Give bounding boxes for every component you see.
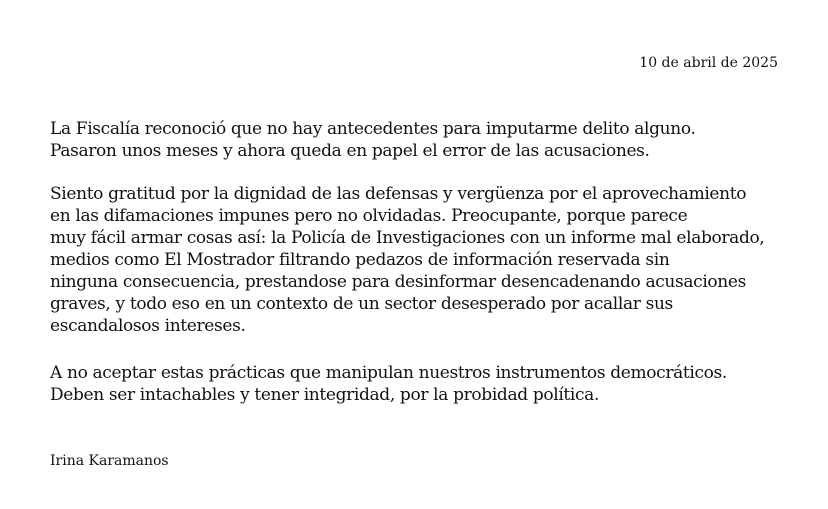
text-line: en las difamaciones impunes pero no olvidadas. Preocupante, porque parece <box>50 206 688 226</box>
text-line: Siento gratitud por la dignidad de las defensas y vergüenza por el aprovechamiento <box>50 184 747 204</box>
text-line: Deben ser intachables y tener integridad, por la probidad política. <box>50 385 599 405</box>
text-line: La Fiscalía reconoció que no hay antecedentes para imputarme delito alguno. <box>50 119 696 139</box>
text-line: graves, y todo eso en un contexto de un sector desesperado por acallar sus <box>50 294 673 314</box>
text-line: medios como El Mostrador filtrando pedazos de información reservada sin <box>50 250 670 270</box>
paragraph-gratitud <box>50 183 764 337</box>
paragraph-fiscalia <box>50 118 696 162</box>
signature: Irina Karamanos <box>50 453 169 469</box>
text-line: A no aceptar estas prácticas que manipulan nuestros instrumentos democráticos. <box>50 363 727 383</box>
text-line: escandalosos intereses. <box>50 316 246 336</box>
text-line: ninguna consecuencia, prestandose para desinformar desencadenando acusaciones <box>50 272 746 292</box>
letter-date: 10 de abril de 2025 <box>639 55 778 71</box>
text-line: Pasaron unos meses y ahora queda en papel el error de las acusaciones. <box>50 141 650 161</box>
text-line: muy fácil armar cosas así: la Policía de Investigaciones con un informe mal elaborado, <box>50 228 765 248</box>
paragraph-practicas <box>50 362 727 406</box>
